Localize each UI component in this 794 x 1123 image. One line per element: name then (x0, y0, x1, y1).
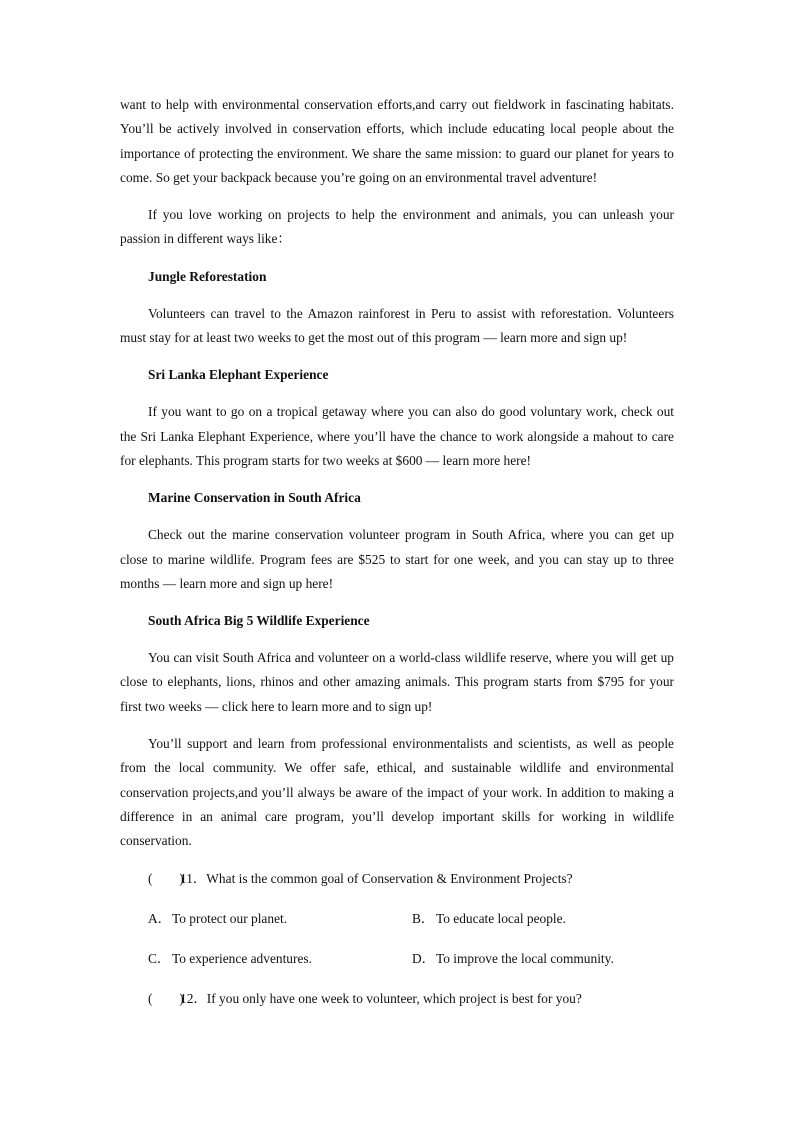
option-text: To experience adventures. (172, 950, 312, 966)
option-text: To protect our planet. (172, 910, 288, 926)
answer-blank[interactable]: ( ) (148, 870, 184, 886)
question-text: If you only have one week to volunteer, which project is best for you? (206, 990, 582, 1006)
section-body-jungle: Volunteers can travel to the Amazon rainforest in Peru to assist with reforestation. Volunteers must stay for at least two weeks to get the most out of this program — learn more and sign up! (120, 305, 674, 346)
section-heading-jungle: Jungle Reforestation (148, 268, 267, 284)
section-body-big5: You can visit South Africa and volunteer on a world-class wildlife reserve, where you will get up close to elephants, lions, rhinos and other amazing animals. This program starts from $795 for your first two weeks — click here to learn more and to sign up! (120, 650, 674, 714)
section-body-marine: Check out the marine conservation volunteer program in South Africa, where you can get up close to marine wildlife. Program fees are $525 to start for one week, and you can stay up to three months — learn more and sign up here! (120, 527, 674, 591)
option-letter: A． (148, 910, 172, 926)
closing-paragraph: You’ll support and learn from professional environmentalists and scientists, as well as people from the local community. We offer safe, ethical, and sustainable wildlife and environmental conservation projects,and you’ll always be aware of the impact of your work. In addition to making a difference in an animal care program, you’ll develop important skills for working in wildlife conservation. (120, 736, 674, 849)
option-a[interactable] (148, 907, 412, 931)
question-number: 12． (180, 990, 207, 1006)
section-body-sri-lanka: If you want to go on a tropical getaway where you can also do good voluntary work, check out the Sri Lanka Elephant Experience, where you’ll have the chance to work alongside a mahout to care for elephants. This program starts for two weeks at $600 — learn more here! (120, 404, 674, 468)
option-d[interactable] (412, 947, 614, 971)
option-letter: D． (412, 950, 436, 966)
section-heading-marine: Marine Conservation in South Africa (148, 490, 361, 506)
question-text: What is the common goal of Conservation & Environment Projects? (206, 870, 573, 886)
question-12 (148, 987, 674, 1011)
option-c[interactable] (148, 947, 412, 971)
document-content (120, 93, 674, 1011)
question-11 (148, 867, 674, 891)
section-heading-sri-lanka: Sri Lanka Elephant Experience (148, 367, 329, 383)
option-text: To improve the local community. (436, 950, 614, 966)
question-number: 11． (180, 870, 207, 886)
passion-paragraph: If you love working on projects to help the environment and animals, you can unleash your passion in different ways like： (120, 207, 674, 247)
intro-paragraph: want to help with environmental conservation efforts,and carry out fieldwork in fascinating habitats. You’ll be actively involved in conservation efforts, which include educating local people about the importance of protecting the environment. We share the same mission: to guard our planet for years to come. So get your backpack because you’re going on an environmental travel adventure! (120, 97, 674, 185)
options-row-ab (148, 907, 674, 931)
answer-blank[interactable]: ( ) (148, 990, 184, 1006)
option-text: To educate local people. (436, 910, 566, 926)
section-heading-big5: South Africa Big 5 Wildlife Experience (148, 613, 370, 629)
options-row-cd (148, 947, 674, 971)
option-b[interactable] (412, 907, 566, 931)
option-letter: C． (148, 950, 171, 966)
option-letter: B． (412, 910, 435, 926)
